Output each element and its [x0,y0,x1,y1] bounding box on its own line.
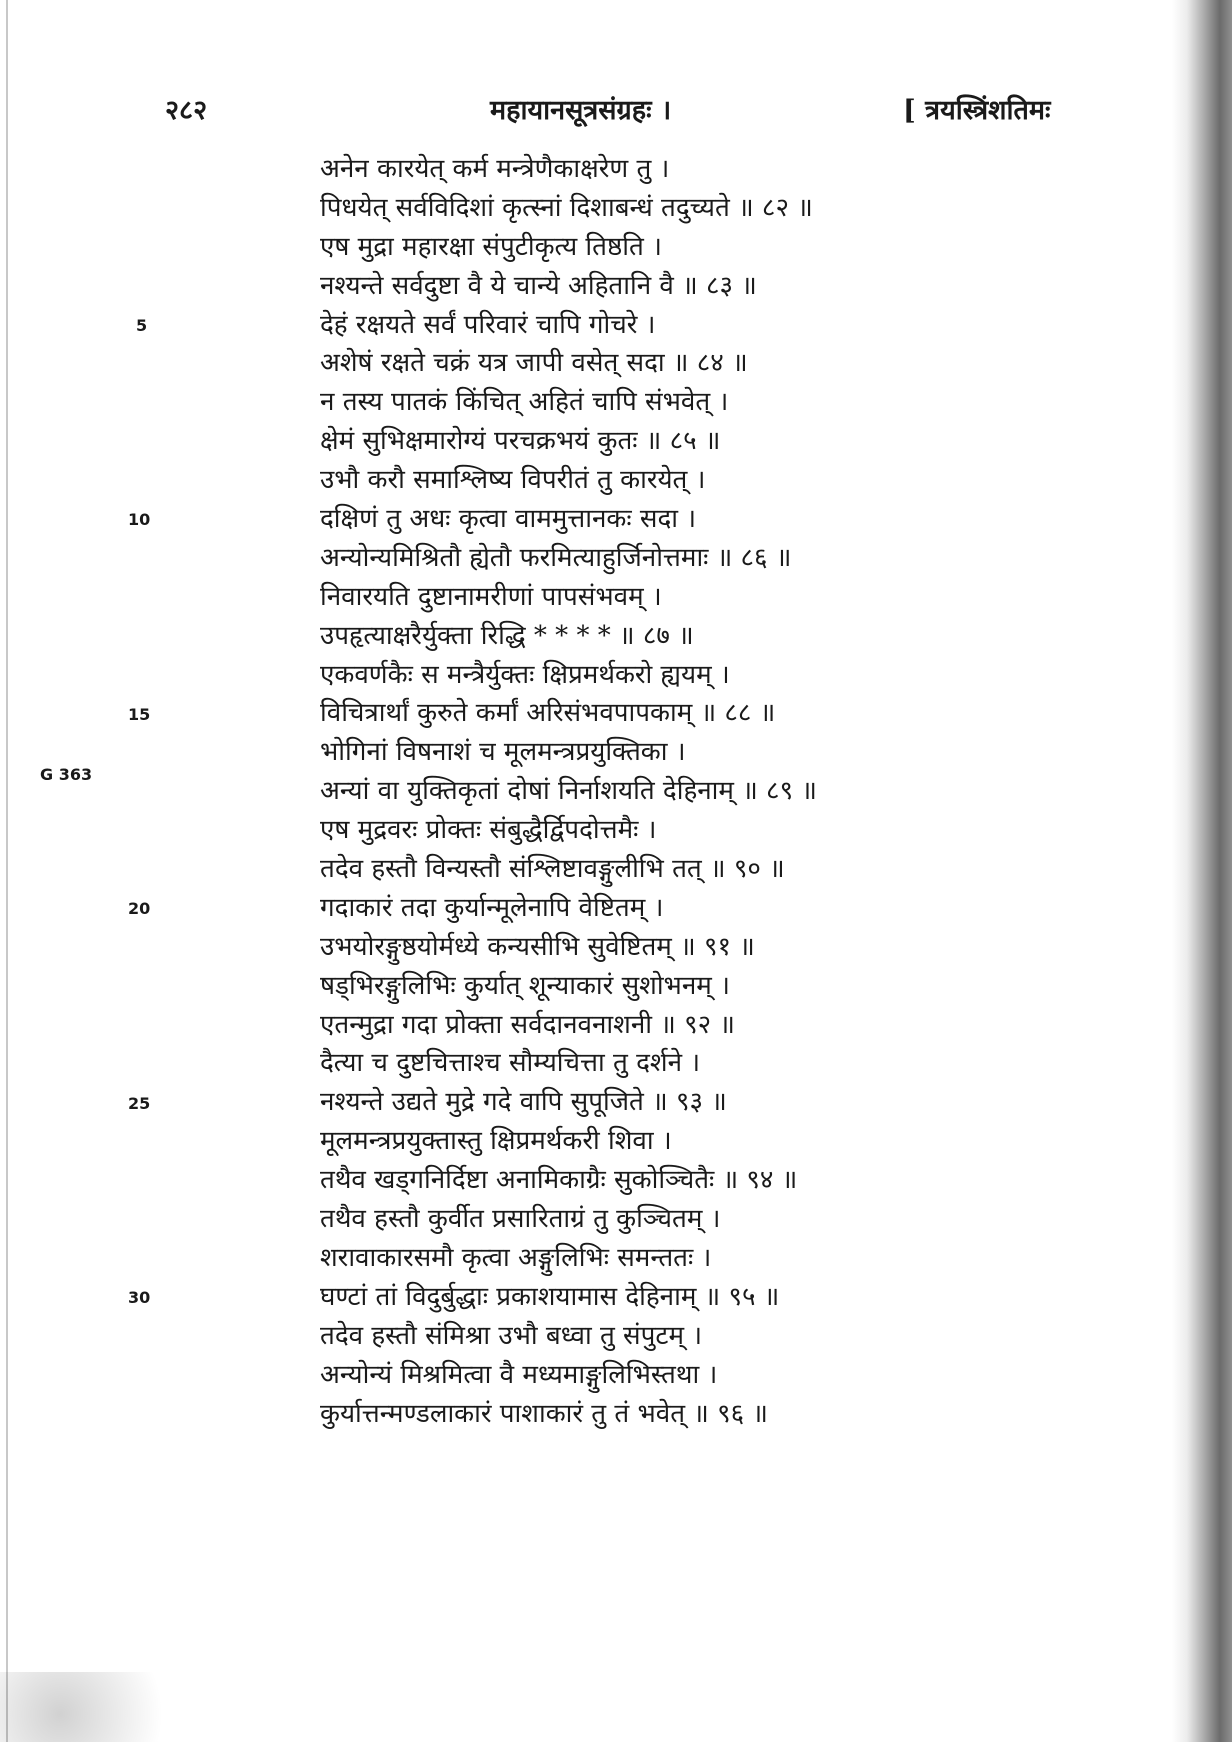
verse-line: निवारयति दुष्टानामरीणां पापसंभवम् । [320,581,662,612]
verse-line: घण्टां तां विदुर्बुद्धाः प्रकाशयामास देहिनाम् ॥ ९५ ॥ [320,1281,780,1312]
verse-line: तथैव हस्तौ कुर्वीत प्रसारिताग्रं तु कुञ्चितम् । [320,1204,721,1235]
verse-line: षड्भिरङ्गुलिभिः कुर्यात् शून्याकारं सुशोभनम् । [320,970,730,1001]
verse-line: अशेषं रक्षते चक्रं यत्र जापी वसेत् सदा ॥ ८४ ॥ [320,348,748,379]
verse-line: तथैव खड्गनिर्दिष्टा अनामिकाग्रैः सुकोञ्चितैः ॥ ९४ ॥ [320,1165,798,1196]
verse-line: दैत्या च दुष्टचित्ताश्च सौम्यचित्ता तु दर्शने । [320,1048,701,1079]
verse-text-body [320,150,940,1433]
verse-line: अन्योन्यमिश्रितौ ह्येतौ फरमित्याहुर्जिनोत्तमाः ॥ ८६ ॥ [320,542,792,573]
verse-line: दक्षिणं तु अधः कृत्वा वाममुत्तानकः सदा । [320,504,697,535]
verse-line: अन्योन्यं मिश्रमित्वा वै मध्यमाङ्गुलिभिस्तथा । [320,1359,718,1390]
page-left-edge [6,0,8,1742]
line-number-marker: 5 [136,315,148,335]
chapter-title: [ त्रयस्त्रिंशतिमः [903,95,1051,126]
verse-line: पिधयेत् सर्वविदिशां कृत्स्नां दिशाबन्धं तदुच्यते ॥ ८२ ॥ [320,192,813,223]
verse-line: एतन्मुद्रा गदा प्रोक्ता सर्वदानवनाशनी ॥ ९२ ॥ [320,1009,735,1040]
book-binding-shadow [1172,0,1232,1742]
verse-line: नश्यन्ते सर्वदुष्टा वै ये चान्ये अहितानि वै ॥ ८३ ॥ [320,270,757,301]
line-number-marker: 20 [128,899,151,919]
page-header [0,90,1232,130]
verse-line: मूलमन्त्रप्रयुक्तास्तु क्षिप्रमर्थकरी शिवा । [320,1126,672,1157]
running-title: महायानसूत्रसंग्रहः । [490,95,672,126]
gloss-page-reference: G 363 [40,765,93,784]
verse-line: देहं रक्षयते सर्वं परिवारं चापि गोचरे । [320,309,656,340]
verse-line: उभौ करौ समाश्लिष्य विपरीतं तु कारयेत् । [320,465,706,496]
verse-line: नश्यन्ते उद्यते मुद्रे गदे वापि सुपूजिते ॥ ९३ ॥ [320,1087,727,1118]
verse-line: अन्यां वा युक्तिकृतां दोषां निर्नाशयति देहिनाम् ॥ ८९ ॥ [320,776,817,807]
page-number: २८२ [165,95,208,126]
verse-line: उपहृत्याक्षरैर्युक्ता रिद्धि * * * * ॥ ८७ ॥ [320,620,694,651]
line-number-marker: 25 [128,1093,151,1113]
line-number-marker: 10 [128,510,151,530]
verse-line: तदेव हस्तौ संमिश्रा उभौ बध्वा तु संपुटम् । [320,1320,703,1351]
line-number-marker: 15 [128,704,151,724]
line-number-marker: 30 [128,1288,151,1308]
verse-line: उभयोरङ्गुष्ठयोर्मध्ये कन्यसीभि सुवेष्टितम् ॥ ९१ ॥ [320,931,755,962]
verse-line: गदाकारं तदा कुर्यान्मूलेनापि वेष्टितम् । [320,892,664,923]
verse-line: तदेव हस्तौ विन्यस्तौ संश्लिष्टावङ्गुलीभि तत् ॥ ९० ॥ [320,854,785,885]
verse-line: अनेन कारयेत् कर्म मन्त्रेणैकाक्षरेण तु । [320,154,670,184]
verse-line: एकवर्णकैः स मन्त्रैर्युक्तः क्षिप्रमर्थकरो ह्ययम् । [320,659,730,690]
scan-speckle [0,1672,200,1742]
verse-line: कुर्यात्तन्मण्डलाकारं पाशाकारं तु तं भवेत् ॥ ९६ ॥ [320,1398,769,1429]
verse-line: भोगिनां विषनाशं च मूलमन्त्रप्रयुक्तिका । [320,737,686,768]
verse-line: एष मुद्रवरः प्रोक्तः संबुद्धैर्द्विपदोत्तमैः । [320,815,657,846]
verse-line: विचित्रार्थां कुरुते कर्मां अरिसंभवपापकाम् ॥ ८८ ॥ [320,698,776,729]
verse-line: शरावाकारसमौ कृत्वा अङ्गुलिभिः समन्ततः । [320,1242,712,1273]
verse-line: क्षेमं सुभिक्षमारोग्यं परचक्रभयं कुतः ॥ ८५ ॥ [320,426,721,457]
verse-line: एष मुद्रा महारक्षा संपुटीकृत्य तिष्ठति । [320,231,662,262]
verse-line: न तस्य पातकं किंचित् अहितं चापि संभवेत् । [320,387,729,418]
